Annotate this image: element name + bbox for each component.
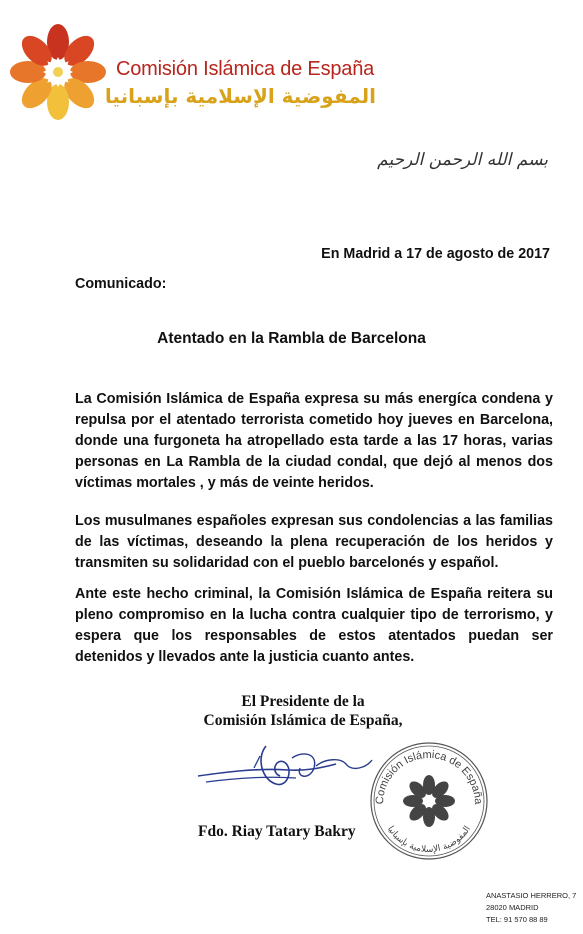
basmala-calligraphy: بسم الله الرحمن الرحيم — [377, 150, 548, 170]
org-name-spanish: Comisión Islámica de España — [116, 58, 375, 80]
signatory-title-line1: El Presidente de la — [241, 693, 365, 710]
body-paragraph — [75, 584, 553, 668]
address-line: TEL: 91 570 88 89 — [486, 915, 548, 924]
org-name-arabic: المفوضية الإسلامية بإسبانيا — [104, 84, 376, 108]
paragraph-text: Los musulmanes españoles expresan sus condolencias a las familias de las víctimas, deseando la plena recuperación de los heridos y transmiten su solidaridad con el pueblo barcelonés y español. — [75, 513, 553, 571]
official-stamp-icon — [365, 740, 493, 862]
address-line: 28020 MADRID — [486, 903, 539, 912]
star-flower-logo-icon — [4, 22, 112, 122]
communique-label: Comunicado: — [75, 276, 167, 292]
address-line: ANASTASIO HERRERO, 7 — [486, 891, 577, 900]
stamp-text-arabic: المفوضية الإسلامية بإسبانيا — [384, 824, 474, 856]
handwritten-signature-icon — [196, 738, 376, 798]
date-line: En Madrid a 17 de agosto de 2017 — [321, 246, 550, 262]
signatory-title-line2: Comisión Islámica de España, — [203, 712, 403, 729]
body-paragraph — [75, 511, 553, 574]
body-paragraph — [75, 389, 553, 494]
signed-by-name: Fdo. Riay Tatary Bakry — [198, 823, 356, 840]
paragraph-text: La Comisión Islámica de España expresa su más energíca condena y repulsa por el atentado terrorista cometido hoy jueves en Barcelona, donde una furgoneta ha atropellado esta tarde a las 17 horas, varias personas en La Rambla de la ciudad condal, que dejó al menos dos víctimas mortales , y más de veinte heridos. — [75, 391, 553, 491]
stamp-text-spanish: Comisión Islámica de España — [373, 748, 485, 805]
paragraph-text: Ante este hecho criminal, la Comisión Islámica de España reitera su pleno compromiso en la lucha contra cualquier tipo de terrorismo, y espera que los responsables de estos atentados puedan ser detenidos y llevados ante la justicia cuanto antes. — [75, 586, 553, 665]
headline: Atentado en la Rambla de Barcelona — [157, 330, 426, 347]
footer-address — [486, 890, 581, 926]
